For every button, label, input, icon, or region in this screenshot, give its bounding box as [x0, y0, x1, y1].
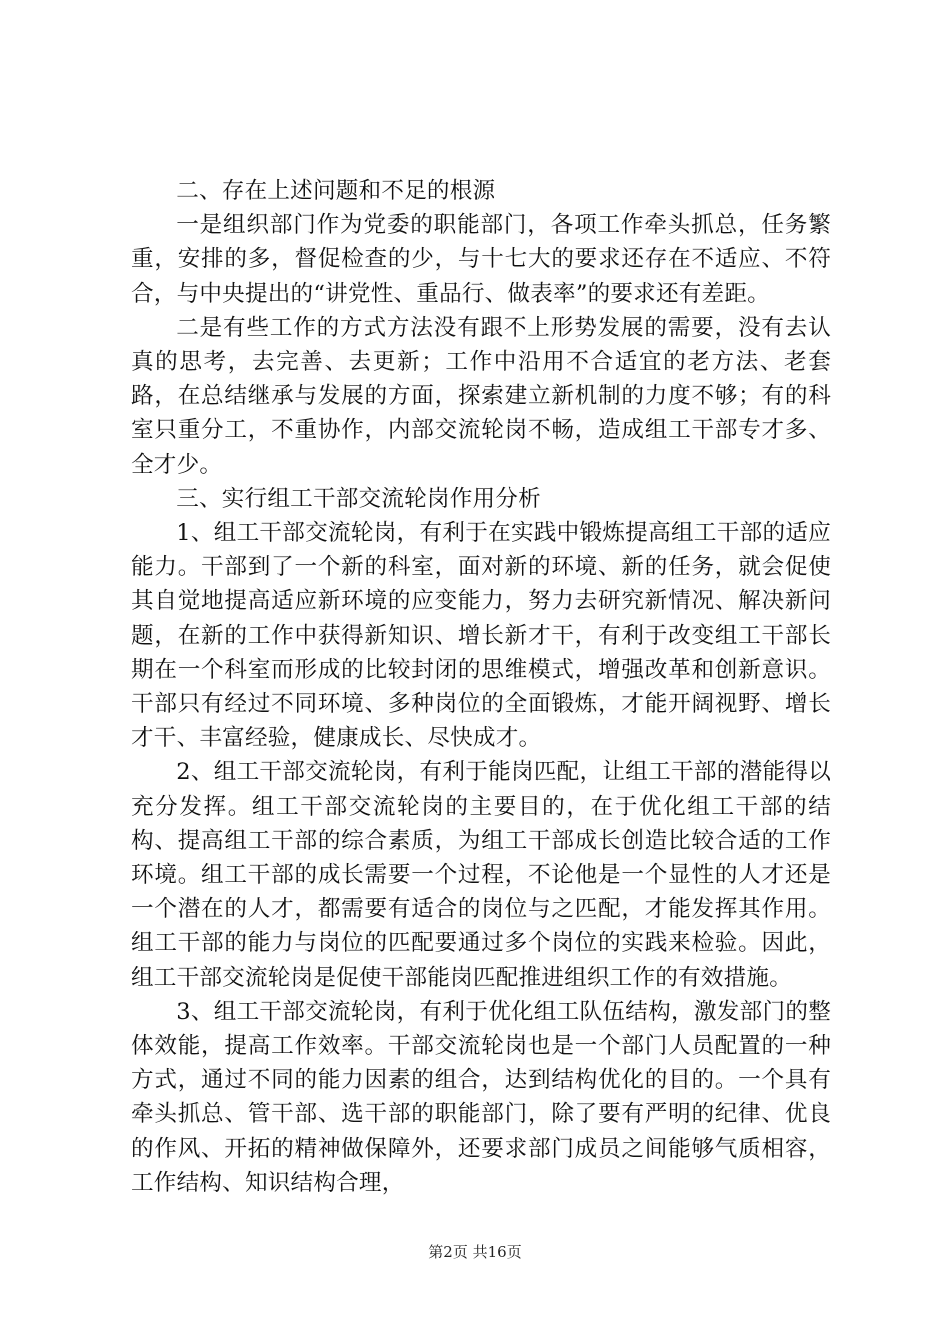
paragraph-analysis-three: 3、组工干部交流轮岗，有利于优化组工队伍结构，激发部门的整体效能，提高工作效率。干部交流轮岗也是一个部门人员配置的一种方式，通过不同的能力因素的组合，达到结构优化的目的。一个具有牵头抓总、管干部、选干部的职能部门，除了要有严明的纪律、优良的作风、开拓的精神做保障外，还要求部门成员之间能够气质相容，工作结构、知识结构合理， — [131, 998, 831, 1196]
section-heading-root-causes: 二、存在上述问题和不足的根源 — [176, 178, 496, 204]
paragraph-cause-two: 二是有些工作的方式方法没有跟不上形势发展的需要，没有去认真的思考，去完善、去更新；工作中沿用不合适宜的老方法、老套路，在总结继承与发展的方面，探索建立新机制的力度不够；有的科室只重分工，不重协作，内部交流轮岗不畅，造成组工干部专才多、全才少。 — [131, 314, 831, 478]
section-heading-analysis: 三、实行组工干部交流轮岗作用分析 — [176, 485, 541, 512]
paragraph-cause-one: 一是组织部门作为党委的职能部门，各项工作牵头抓总，任务繁重，安排的多，督促检查的少，与十七大的要求还存在不适应、不符合，与中央提出的“讲党性、重品行、做表率”的要求还有差距。 — [131, 212, 831, 307]
paragraph-analysis-one: 1、组工干部交流轮岗，有利于在实践中锻炼提高组工干部的适应能力。干部到了一个新的科室，面对新的环境、新的任务，就会促使其自觉地提高适应新环境的应变能力，努力去研究新情况、解决新问题，在新的工作中获得新知识、增长新才干，有利于改变组工干部长期在一个科室而形成的比较封闭的思维模式，增强改革和创新意识。干部只有经过不同环境、多种岗位的全面锻炼，才能开阔视野、增长才干、丰富经验，健康成长、尽快成才。 — [131, 520, 831, 752]
paragraph-analysis-two: 2、组工干部交流轮岗，有利于能岗匹配，让组工干部的潜能得以充分发挥。组工干部交流轮岗的主要目的，在于优化组工干部的结构、提高组工干部的综合素质，为组工干部成长创造比较合适的工作环境。组工干部的成长需要一个过程，不论他是一个显性的人才还是一个潜在的人才，都需要有适合的岗位与之匹配，才能发挥其作用。组工干部的能力与岗位的匹配要通过多个岗位的实践来检验。因此，组工干部交流轮岗是促使干部能岗匹配推进组织工作的有效措施。 — [131, 759, 831, 991]
page-footer: 第2页 共16页 — [428, 1243, 522, 1261]
document-body — [131, 174, 831, 1200]
